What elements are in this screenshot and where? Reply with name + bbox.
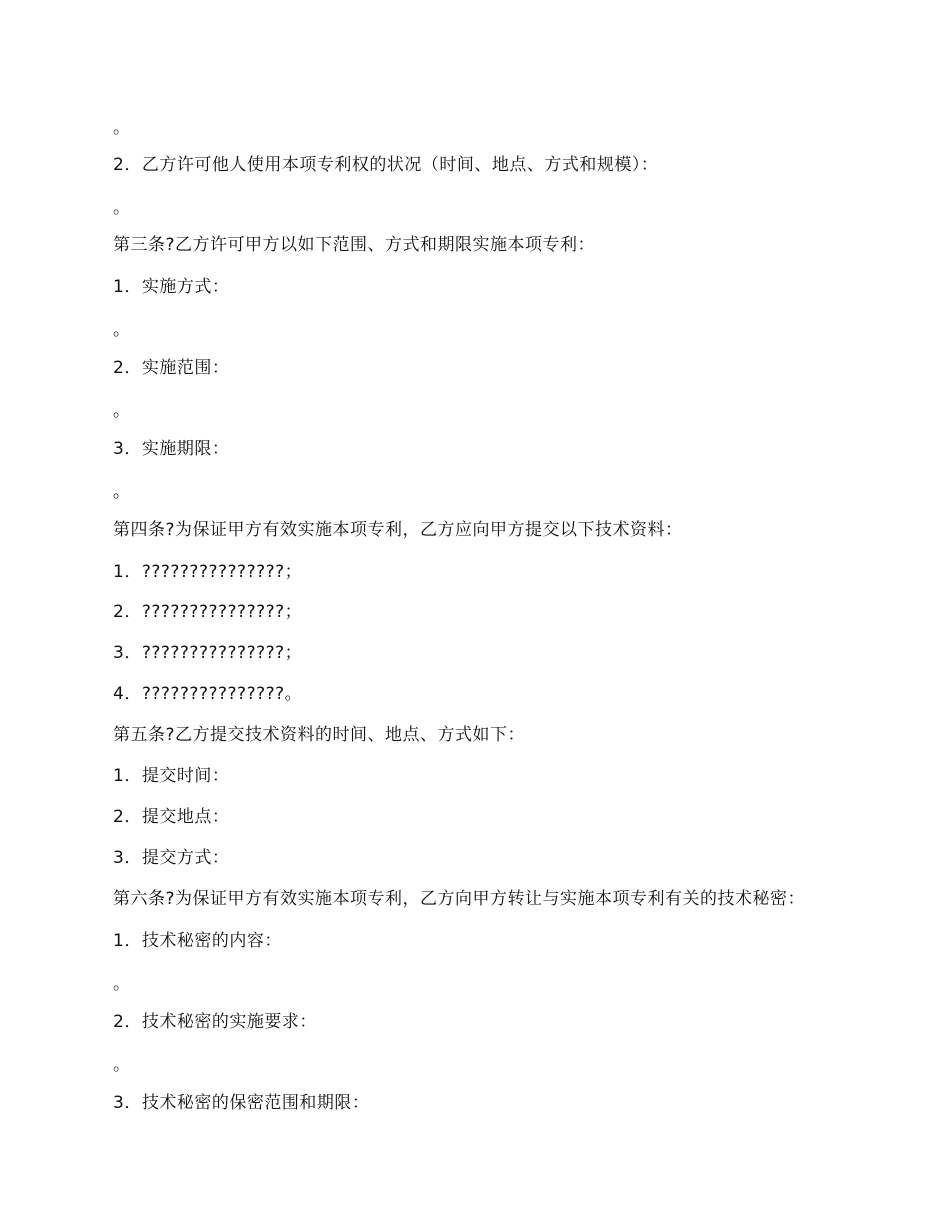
article-3-heading: 第三条?乙方许可甲方以如下范围、方式和期限实施本项专利： [113,235,596,255]
separator-dot: 。 [113,974,130,994]
separator-dot: 。 [113,401,130,421]
tech-material-2: 2．???????????????； [113,602,303,622]
secret-scope-term: 3．技术秘密的保密范围和期限： [113,1093,370,1113]
submission-place: 2．提交地点： [113,807,230,827]
tech-material-4: 4．???????????????。 [113,684,303,704]
separator-dot: 。 [113,1055,130,1075]
separator-dot: 。 [113,198,130,218]
secret-content: 1．技术秘密的内容： [113,931,282,951]
separator-dot: 。 [113,118,130,138]
submission-method: 3．提交方式： [113,848,230,868]
tech-material-3: 3．???????????????； [113,643,303,663]
separator-dot: 。 [113,482,130,502]
secret-requirements: 2．技术秘密的实施要求： [113,1012,317,1032]
implementation-term: 3．实施期限： [113,439,230,459]
tech-material-1: 1．???????????????； [113,562,303,582]
separator-dot: 。 [113,320,130,340]
clause-2-license-status: 2．乙方许可他人使用本项专利权的状况（时间、地点、方式和规模）： [113,155,659,175]
implementation-method: 1．实施方式： [113,277,230,297]
article-5-heading: 第五条?乙方提交技术资料的时间、地点、方式如下： [113,725,526,745]
submission-time: 1．提交时间： [113,766,230,786]
article-6-heading: 第六条?为保证甲方有效实施本项专利，乙方向甲方转让与实施本项专利有关的技术秘密： [113,889,806,909]
implementation-scope: 2．实施范围： [113,358,230,378]
article-4-heading: 第四条?为保证甲方有效实施本项专利，乙方应向甲方提交以下技术资料： [113,520,683,540]
